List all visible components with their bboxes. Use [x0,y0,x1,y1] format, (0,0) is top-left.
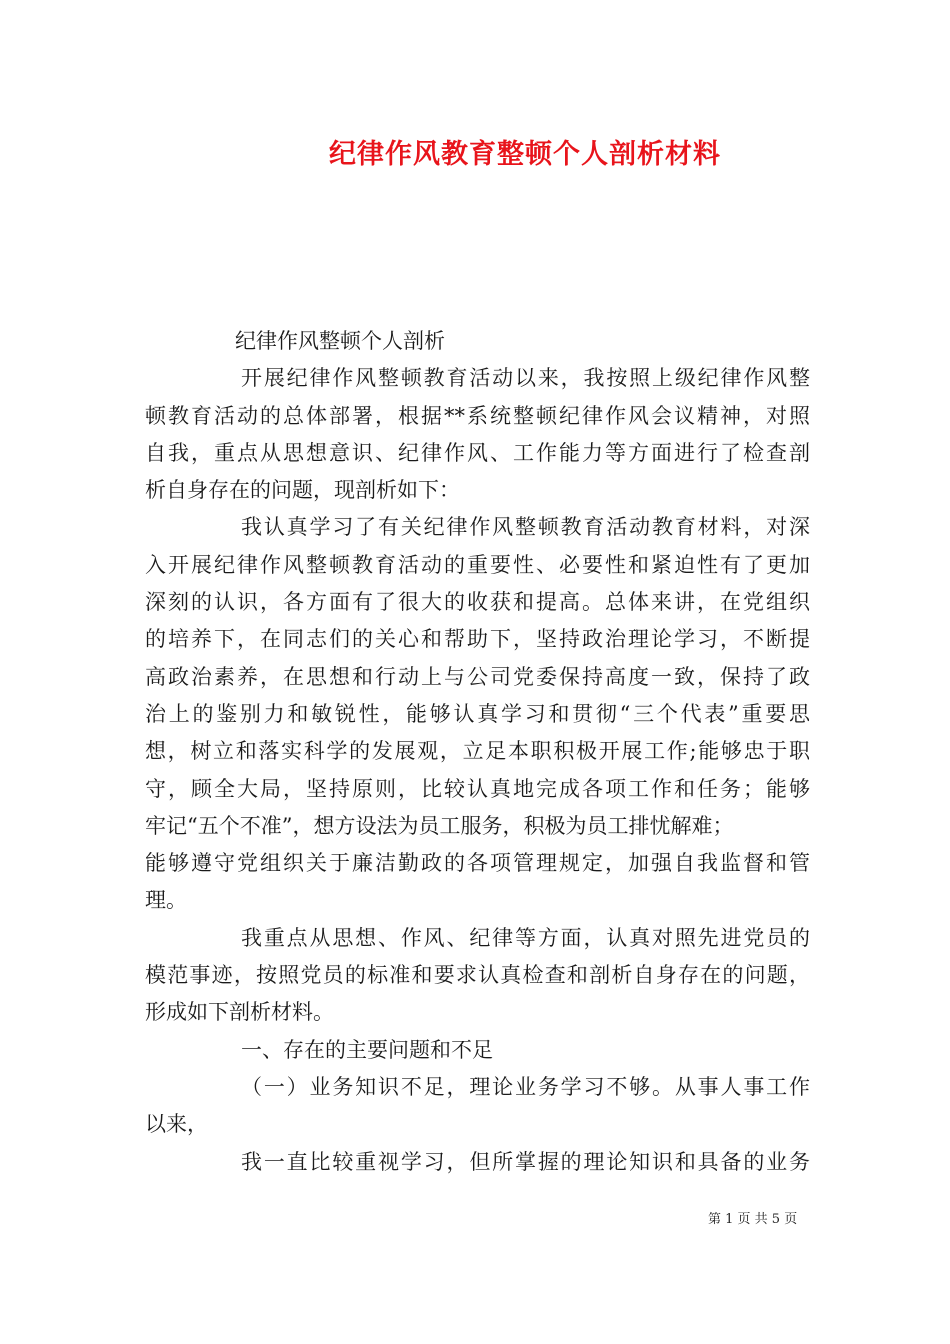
section-heading: 一、存在的主要问题和不足 [241,1037,493,1062]
paragraph-line: 守，顾全大局，坚持原则，比较认真地完成各项工作和任务；能够 [145,776,810,801]
paragraph-line: 深刻的认识，各方面有了很大的收获和提高。总体来讲，在党组织 [145,590,810,615]
document-body [145,323,810,1181]
paragraph-line: 析自身存在的问题，现剖析如下： [145,478,460,503]
paragraph-line: 理。 [145,888,187,913]
paragraph-line: 模范事迹，按照党员的标准和要求认真检查和剖析自身存在的问题， [145,963,810,988]
paragraph-line: 牢记“五个不准”，想方设法为员工服务，积极为员工排忧解难； [145,813,734,838]
paragraph-line: 入开展纪律作风整顿教育活动的重要性、必要性和紧迫性有了更加 [145,552,810,577]
paragraph-line: 开展纪律作风整顿教育活动以来，我按照上级纪律作风整 [241,366,810,391]
paragraph-line: 治上的鉴别力和敏锐性，能够认真学习和贯彻“三个代表”重要思 [145,701,810,726]
paragraph-line: 能够遵守党组织关于廉洁勤政的各项管理规定，加强自我监督和管 [145,851,810,876]
paragraph-line: 我认真学习了有关纪律作风整顿教育活动教育材料，对深 [241,515,810,540]
paragraph-line: 我重点从思想、作风、纪律等方面，认真对照先进党员的 [241,925,810,950]
document-title: 纪律作风教育整顿个人剖析材料 [329,139,721,170]
paragraph-line: 以来， [145,1112,208,1137]
paragraph-line: 形成如下剖析材料。 [145,1000,334,1025]
page-footer: 第 1 页 共 5 页 [708,1212,798,1227]
section-heading: 纪律作风整顿个人剖析 [235,329,445,353]
paragraph-line: 的培养下，在同志们的关心和帮助下，坚持政治理论学习，不断提 [145,627,810,652]
paragraph-line: 想，树立和落实科学的发展观，立足本职积极开展工作;能够忠于职 [145,739,810,764]
paragraph-line: 自我，重点从思想意识、纪律作风、工作能力等方面进行了检查剖 [145,440,810,465]
subsection-heading: （一）业务知识不足，理论业务学习不够。从事人事工作 [241,1074,810,1099]
paragraph-line: 高政治素养，在思想和行动上与公司党委保持高度一致，保持了政 [145,664,810,689]
paragraph-line: 我一直比较重视学习，但所掌握的理论知识和具备的业务 [241,1149,810,1174]
paragraph-line: 顿教育活动的总体部署，根据**系统整顿纪律作风会议精神，对照 [145,403,810,428]
